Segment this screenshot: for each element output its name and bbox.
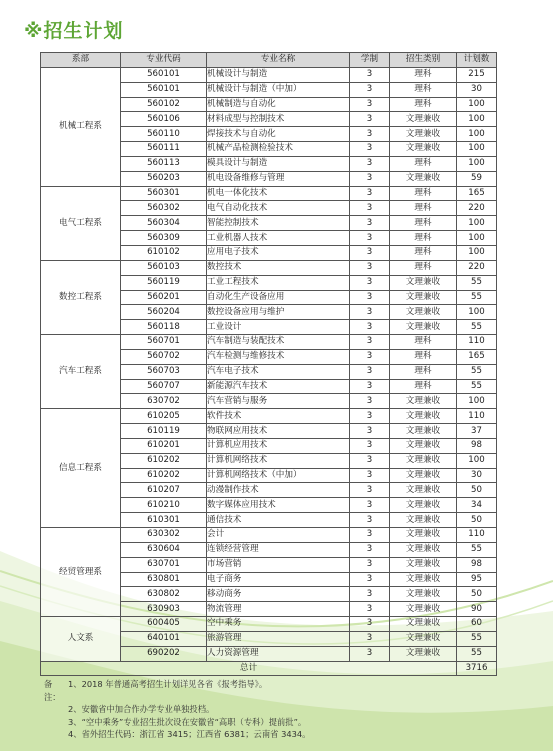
total-row [41,661,497,676]
major-code-cell: 630802 [121,587,207,602]
major-code-cell: 630801 [121,572,207,587]
major-name-cell: 会计 [207,528,350,543]
table-row [41,260,497,275]
category-cell: 文理兼收 [390,498,457,513]
major-code-cell: 560309 [121,231,207,246]
major-code-cell: 610201 [121,438,207,453]
duration-cell: 3 [350,483,390,498]
major-name-cell: 机电一体化技术 [207,186,350,201]
duration-cell: 3 [350,646,390,661]
major-name-cell: 移动商务 [207,587,350,602]
note-item: 2、安徽省中加合作办学专业单独投档。 [68,704,215,714]
major-code-cell: 600405 [121,617,207,632]
major-name-cell: 机电设备维修与管理 [207,171,350,186]
category-cell: 理科 [390,67,457,82]
category-cell: 文理兼收 [390,290,457,305]
department-cell: 经贸管理系 [41,528,121,617]
plan-count-cell: 55 [457,275,497,290]
major-code-cell: 610301 [121,513,207,528]
duration-cell: 3 [350,260,390,275]
plan-count-cell: 34 [457,498,497,513]
plan-count-cell: 100 [457,216,497,231]
major-name-cell: 电子商务 [207,572,350,587]
major-name-cell: 汽车营销与服务 [207,394,350,409]
major-code-cell: 560102 [121,97,207,112]
plan-count-cell: 100 [457,97,497,112]
duration-cell: 3 [350,290,390,305]
category-cell: 理科 [390,335,457,350]
total-label: 总计 [41,661,457,676]
major-name-cell: 人力资源管理 [207,646,350,661]
category-cell: 文理兼收 [390,602,457,617]
table-row [41,617,497,632]
category-cell: 理科 [390,231,457,246]
major-name-cell: 机械制造与自动化 [207,97,350,112]
plan-count-cell: 55 [457,364,497,379]
duration-cell: 3 [350,557,390,572]
duration-cell: 3 [350,82,390,97]
major-name-cell: 数控技术 [207,260,350,275]
major-code-cell: 560204 [121,305,207,320]
note-item: 3、“空中乘务”专业招生批次设在安徽省“高职（专科）提前批”。 [68,716,307,727]
department-cell: 信息工程系 [41,409,121,528]
major-name-cell: 连锁经营管理 [207,542,350,557]
major-code-cell: 610202 [121,453,207,468]
major-code-cell: 630701 [121,557,207,572]
duration-cell: 3 [350,349,390,364]
major-code-cell: 690202 [121,646,207,661]
duration-cell: 3 [350,320,390,335]
plan-count-cell: 50 [457,513,497,528]
duration-cell: 3 [350,275,390,290]
major-name-cell: 计算机网络技术 [207,453,350,468]
department-cell: 机械工程系 [41,67,121,186]
header-admission-category: 招生类别 [390,53,457,68]
major-name-cell: 自动化生产设备应用 [207,290,350,305]
major-code-cell: 560101 [121,82,207,97]
category-cell: 文理兼收 [390,409,457,424]
plan-count-cell: 60 [457,617,497,632]
department-cell: 数控工程系 [41,260,121,334]
category-cell: 文理兼收 [390,557,457,572]
duration-cell: 3 [350,468,390,483]
category-cell: 文理兼收 [390,142,457,157]
duration-cell: 3 [350,142,390,157]
admission-plan-table [40,52,497,676]
category-cell: 文理兼收 [390,275,457,290]
major-code-cell: 560201 [121,290,207,305]
major-name-cell: 电气自动化技术 [207,201,350,216]
category-cell: 理科 [390,260,457,275]
category-cell: 文理兼收 [390,453,457,468]
duration-cell: 3 [350,112,390,127]
plan-count-cell: 30 [457,82,497,97]
category-cell: 理科 [390,82,457,97]
plan-count-cell: 50 [457,483,497,498]
major-name-cell: 模具设计与制造 [207,156,350,171]
category-cell: 理科 [390,97,457,112]
duration-cell: 3 [350,171,390,186]
major-code-cell: 560101 [121,67,207,82]
header-duration: 学制 [350,53,390,68]
major-code-cell: 560119 [121,275,207,290]
category-cell: 文理兼收 [390,438,457,453]
category-cell: 理科 [390,364,457,379]
major-code-cell: 630302 [121,528,207,543]
plan-count-cell: 100 [457,142,497,157]
total-value: 3716 [457,661,497,676]
duration-cell: 3 [350,498,390,513]
category-cell: 文理兼收 [390,572,457,587]
duration-cell: 3 [350,438,390,453]
duration-cell: 3 [350,67,390,82]
major-code-cell: 560203 [121,171,207,186]
page-title: ※招生计划 [24,20,124,42]
plan-count-cell: 55 [457,542,497,557]
duration-cell: 3 [350,305,390,320]
major-name-cell: 旅游管理 [207,631,350,646]
header-department: 系部 [41,53,121,68]
category-cell: 理科 [390,156,457,171]
plan-count-cell: 110 [457,335,497,350]
major-name-cell: 物联网应用技术 [207,424,350,439]
header-major-name: 专业名称 [207,53,350,68]
table-row [41,67,497,82]
category-cell: 文理兼收 [390,424,457,439]
plan-count-cell: 100 [457,127,497,142]
category-cell: 理科 [390,201,457,216]
note-item: 4、省外招生代码：浙江省 3415；江西省 6381；云南省 3434。 [68,729,311,739]
duration-cell: 3 [350,186,390,201]
note-line [44,728,310,741]
major-code-cell: 630702 [121,394,207,409]
plan-count-cell: 100 [457,245,497,260]
note-line [44,703,310,716]
duration-cell: 3 [350,453,390,468]
plan-count-cell: 100 [457,156,497,171]
duration-cell: 3 [350,97,390,112]
plan-count-cell: 100 [457,305,497,320]
duration-cell: 3 [350,513,390,528]
duration-cell: 3 [350,572,390,587]
major-code-cell: 560701 [121,335,207,350]
major-code-cell: 560702 [121,349,207,364]
table-body [41,67,497,661]
plan-count-cell: 90 [457,602,497,617]
major-name-cell: 软件技术 [207,409,350,424]
category-cell: 理科 [390,216,457,231]
major-code-cell: 560703 [121,364,207,379]
major-name-cell: 汽车检测与维修技术 [207,349,350,364]
major-name-cell: 应用电子技术 [207,245,350,260]
notes-section [44,678,310,741]
plan-count-cell: 100 [457,231,497,246]
category-cell: 文理兼收 [390,320,457,335]
duration-cell: 3 [350,602,390,617]
major-code-cell: 630903 [121,602,207,617]
major-name-cell: 计算机网络技术（中加） [207,468,350,483]
category-cell: 文理兼收 [390,483,457,498]
plan-count-cell: 37 [457,424,497,439]
major-code-cell: 610102 [121,245,207,260]
major-code-cell: 610207 [121,483,207,498]
major-name-cell: 焊接技术与自动化 [207,127,350,142]
category-cell: 文理兼收 [390,631,457,646]
major-name-cell: 空中乘务 [207,617,350,632]
major-code-cell: 560111 [121,142,207,157]
major-code-cell: 560707 [121,379,207,394]
category-cell: 文理兼收 [390,112,457,127]
plan-count-cell: 220 [457,260,497,275]
major-name-cell: 新能源汽车技术 [207,379,350,394]
major-name-cell: 计算机应用技术 [207,438,350,453]
header-plan-count: 计划数 [457,53,497,68]
note-line [44,716,310,729]
duration-cell: 3 [350,335,390,350]
plan-count-cell: 59 [457,171,497,186]
duration-cell: 3 [350,231,390,246]
note-item: 1、2018 年普通高考招生计划详见各省《报考指导》。 [68,679,268,689]
major-code-cell: 560113 [121,156,207,171]
major-code-cell: 610205 [121,409,207,424]
major-name-cell: 数控设备应用与维护 [207,305,350,320]
table-row [41,528,497,543]
major-name-cell: 材料成型与控制技术 [207,112,350,127]
plan-count-cell: 165 [457,186,497,201]
major-name-cell: 市场营销 [207,557,350,572]
department-cell: 人文系 [41,617,121,662]
duration-cell: 3 [350,216,390,231]
duration-cell: 3 [350,394,390,409]
plan-count-cell: 100 [457,394,497,409]
plan-count-cell: 98 [457,557,497,572]
plan-count-cell: 215 [457,67,497,82]
major-code-cell: 560103 [121,260,207,275]
plan-count-cell: 30 [457,468,497,483]
plan-count-cell: 50 [457,587,497,602]
category-cell: 文理兼收 [390,171,457,186]
category-cell: 文理兼收 [390,127,457,142]
category-cell: 文理兼收 [390,468,457,483]
duration-cell: 3 [350,542,390,557]
plan-count-cell: 55 [457,646,497,661]
major-code-cell: 560118 [121,320,207,335]
department-cell: 电气工程系 [41,186,121,260]
major-name-cell: 机械设计与制造 [207,67,350,82]
category-cell: 文理兼收 [390,542,457,557]
major-code-cell: 630604 [121,542,207,557]
plan-count-cell: 110 [457,409,497,424]
major-code-cell: 560304 [121,216,207,231]
duration-cell: 3 [350,364,390,379]
major-name-cell: 智能控制技术 [207,216,350,231]
major-code-cell: 610119 [121,424,207,439]
plan-count-cell: 98 [457,438,497,453]
major-code-cell: 560302 [121,201,207,216]
major-name-cell: 数字媒体应用技术 [207,498,350,513]
notes-lead: 备注： [44,679,61,702]
plan-count-cell: 55 [457,379,497,394]
category-cell: 文理兼收 [390,528,457,543]
duration-cell: 3 [350,201,390,216]
category-cell: 理科 [390,379,457,394]
plan-count-cell: 220 [457,201,497,216]
duration-cell: 3 [350,156,390,171]
duration-cell: 3 [350,127,390,142]
category-cell: 文理兼收 [390,513,457,528]
category-cell: 理科 [390,349,457,364]
table-row [41,409,497,424]
category-cell: 文理兼收 [390,587,457,602]
major-name-cell: 工业设计 [207,320,350,335]
major-name-cell: 机械产品检测检验技术 [207,142,350,157]
major-name-cell: 机械设计与制造（中加） [207,82,350,97]
category-cell: 理科 [390,245,457,260]
category-cell: 文理兼收 [390,617,457,632]
duration-cell: 3 [350,245,390,260]
duration-cell: 3 [350,587,390,602]
major-code-cell: 560110 [121,127,207,142]
note-line [44,678,310,703]
major-name-cell: 通信技术 [207,513,350,528]
plan-count-cell: 55 [457,290,497,305]
major-name-cell: 动漫制作技术 [207,483,350,498]
major-name-cell: 工业工程技术 [207,275,350,290]
department-cell: 汽车工程系 [41,335,121,409]
duration-cell: 3 [350,617,390,632]
major-code-cell: 560301 [121,186,207,201]
major-code-cell: 560106 [121,112,207,127]
major-code-cell: 610210 [121,498,207,513]
category-cell: 理科 [390,186,457,201]
duration-cell: 3 [350,409,390,424]
table-row [41,186,497,201]
plan-count-cell: 110 [457,528,497,543]
major-code-cell: 640101 [121,631,207,646]
duration-cell: 3 [350,631,390,646]
plan-count-cell: 55 [457,631,497,646]
plan-count-cell: 165 [457,349,497,364]
plan-count-cell: 100 [457,112,497,127]
duration-cell: 3 [350,528,390,543]
major-name-cell: 汽车电子技术 [207,364,350,379]
plan-count-cell: 100 [457,453,497,468]
category-cell: 文理兼收 [390,394,457,409]
major-name-cell: 工业机器人技术 [207,231,350,246]
category-cell: 文理兼收 [390,305,457,320]
major-code-cell: 610202 [121,468,207,483]
major-name-cell: 汽车制造与装配技术 [207,335,350,350]
table-row [41,335,497,350]
duration-cell: 3 [350,379,390,394]
major-name-cell: 物流管理 [207,602,350,617]
header-major-code: 专业代码 [121,53,207,68]
duration-cell: 3 [350,424,390,439]
category-cell: 文理兼收 [390,646,457,661]
plan-count-cell: 95 [457,572,497,587]
plan-count-cell: 55 [457,320,497,335]
table-header-row [41,53,497,68]
